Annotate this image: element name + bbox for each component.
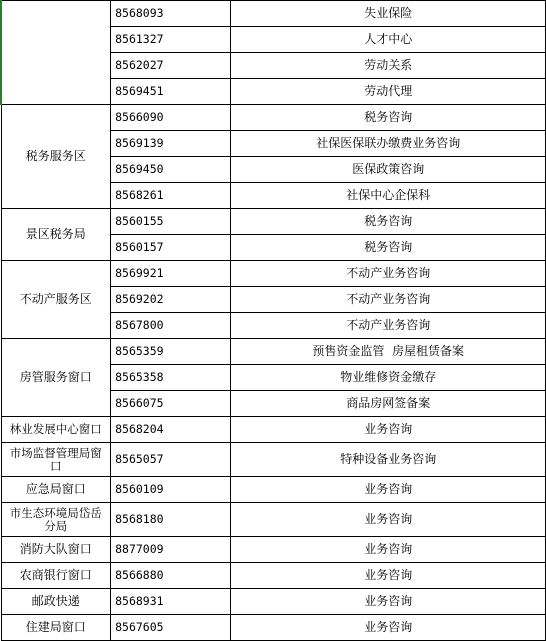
phone-cell: 8569921	[111, 261, 231, 287]
table-row	[1, 261, 546, 287]
phone-cell: 8568931	[111, 589, 231, 615]
phone-cell: 8569139	[111, 131, 231, 157]
dept-cell-market-supervision-window	[1, 443, 111, 477]
service-cell: 物业维修资金缴存	[231, 365, 546, 391]
service-cell: 业务咨询	[231, 503, 546, 537]
service-cell: 失业保险	[231, 1, 546, 27]
dept-cell-housing-window: 房管服务窗口	[1, 339, 111, 417]
service-cell: 业务咨询	[231, 537, 546, 563]
phone-cell: 8560155	[111, 209, 231, 235]
dept-cell-postal-express: 邮政快递	[1, 589, 111, 615]
dept-cell-rural-bank-window: 农商银行窗口	[1, 563, 111, 589]
service-cell: 不动产业务咨询	[231, 261, 546, 287]
dept-cell-real-estate-area: 不动产服务区	[1, 261, 111, 339]
service-cell: 税务咨询	[231, 209, 546, 235]
phone-cell: 8566075	[111, 391, 231, 417]
phone-cell: 8567605	[111, 615, 231, 641]
phone-cell: 8560109	[111, 477, 231, 503]
service-cell: 商品房网签备案	[231, 391, 546, 417]
service-cell: 特种设备业务咨询	[231, 443, 546, 477]
table-row	[1, 589, 546, 615]
dept-cell-forestry-window: 林业发展中心窗口	[1, 417, 111, 443]
dept-cell-fire-brigade-window: 消防大队窗口	[1, 537, 111, 563]
phone-cell: 8565057	[111, 443, 231, 477]
phone-cell: 8568180	[111, 503, 231, 537]
service-cell: 劳动代理	[231, 79, 546, 105]
dept-label-line1: 市场监督管理局窗	[9, 445, 102, 460]
table-row	[1, 443, 546, 477]
table-row	[1, 339, 546, 365]
service-cell: 业务咨询	[231, 477, 546, 503]
phone-cell: 8560157	[111, 235, 231, 261]
dept-cell-blank	[1, 1, 111, 105]
dept-label-line2: 口	[50, 458, 62, 473]
dept-label-line1: 市生态环境局岱岳	[9, 505, 102, 520]
phone-cell: 8561327	[111, 27, 231, 53]
service-cell: 预售资金监管 房屋租赁备案	[231, 339, 546, 365]
service-cell: 业务咨询	[231, 417, 546, 443]
service-cell: 不动产业务咨询	[231, 287, 546, 313]
phone-cell: 8877009	[111, 537, 231, 563]
dept-cell-emergency-window: 应急局窗口	[1, 477, 111, 503]
phone-cell: 8565358	[111, 365, 231, 391]
phone-cell: 8566090	[111, 105, 231, 131]
table-row	[1, 105, 546, 131]
dept-label-line2: 分局	[44, 518, 68, 533]
table-row	[1, 417, 546, 443]
phone-cell: 8569451	[111, 79, 231, 105]
table-row	[1, 563, 546, 589]
phone-cell: 8568261	[111, 183, 231, 209]
phone-cell: 8566880	[111, 563, 231, 589]
phone-cell: 8568093	[111, 1, 231, 27]
service-cell: 业务咨询	[231, 589, 546, 615]
service-cell: 不动产业务咨询	[231, 313, 546, 339]
phone-cell: 8569450	[111, 157, 231, 183]
service-cell: 社保中心企保科	[231, 183, 546, 209]
dept-cell-scenic-tax-bureau: 景区税务局	[1, 209, 111, 261]
table-row	[1, 615, 546, 641]
table-row	[1, 537, 546, 563]
service-cell: 劳动关系	[231, 53, 546, 79]
table-row	[1, 503, 546, 537]
table-row	[1, 1, 546, 27]
phone-cell: 8567800	[111, 313, 231, 339]
dept-cell-tax-service-area: 税务服务区	[1, 105, 111, 209]
table-row	[1, 477, 546, 503]
service-cell: 业务咨询	[231, 615, 546, 641]
phone-cell: 8568204	[111, 417, 231, 443]
service-cell: 税务咨询	[231, 105, 546, 131]
service-cell: 税务咨询	[231, 235, 546, 261]
service-cell: 社保医保联办缴费业务咨询	[231, 131, 546, 157]
dept-cell-eco-env-window	[1, 503, 111, 537]
phone-cell: 8562027	[111, 53, 231, 79]
dept-cell-housing-construction-window: 住建局窗口	[1, 615, 111, 641]
service-cell: 业务咨询	[231, 563, 546, 589]
phone-cell: 8569202	[111, 287, 231, 313]
service-cell: 人才中心	[231, 27, 546, 53]
phone-cell: 8565359	[111, 339, 231, 365]
table-row	[1, 209, 546, 235]
service-cell: 医保政策咨询	[231, 157, 546, 183]
